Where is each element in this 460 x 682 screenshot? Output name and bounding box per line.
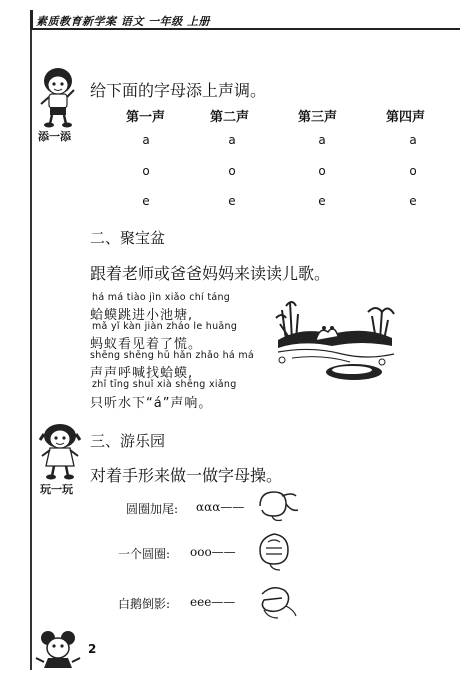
tone-header-2: 第二声 [210, 110, 250, 125]
hand-gesture-a-icon [252, 486, 302, 526]
vowel-cell[interactable]: a [228, 133, 236, 147]
tone-instruction: 给下面的字母添上声调。 [90, 81, 267, 100]
poem-pinyin-line: há má tiào jìn xiǎo chí táng [92, 292, 231, 303]
vowel-cell[interactable]: a [318, 133, 326, 147]
cartoon-girl-illustration [38, 422, 82, 480]
gesture-name: 白鹅倒影: [118, 597, 171, 611]
left-margin-rule [30, 30, 32, 670]
vowel-cell[interactable]: a [142, 133, 150, 147]
vowel-cell[interactable]: e [318, 194, 326, 208]
gesture-instruction: 对着手形来做一做字母操。 [90, 466, 283, 485]
poem-pinyin-line: mǎ yǐ kàn jiàn zháo le huāng [92, 321, 238, 332]
header-rule [30, 28, 460, 30]
tone-header-4: 第四声 [386, 110, 426, 125]
poem-line: 蛤蟆跳进小池塘, [90, 308, 194, 323]
poem-line: 声声呼喊找蛤蟆, [90, 366, 194, 381]
header-bracket [30, 10, 33, 30]
vowel-cell[interactable]: o [318, 164, 326, 178]
poem-line: 只听水下“á”声响。 [90, 396, 213, 411]
gesture-letters: eee—— [190, 595, 236, 609]
gesture-letters: ooo—— [190, 545, 236, 559]
cartoon-boy-illustration [38, 66, 80, 128]
vowel-cell[interactable]: o [409, 164, 417, 178]
exercise-label: 添一添 [38, 130, 71, 143]
gesture-letters: ααα—— [196, 500, 245, 514]
vowel-cell[interactable]: o [228, 164, 236, 178]
gesture-name: 一个圆圈: [118, 547, 171, 561]
cartoon-mouse-icon [34, 628, 82, 672]
section-title-treasure: 二、聚宝盆 [90, 229, 166, 247]
vowel-cell[interactable]: e [142, 194, 150, 208]
pond-frog-illustration [272, 296, 398, 392]
play-label: 玩一玩 [40, 483, 73, 496]
poem-pinyin-line: zhǐ tīng shuǐ xià shēng xiǎng [92, 379, 237, 390]
vowel-cell[interactable]: e [409, 194, 417, 208]
rhyme-instruction: 跟着老师或爸爸妈妈来读读儿歌。 [90, 264, 331, 283]
section-title-playground: 三、游乐园 [90, 432, 166, 450]
tone-header-1: 第一声 [126, 110, 166, 125]
hand-gesture-o-icon [252, 528, 296, 574]
poem-line: 蚂蚁看见着了慌。 [90, 337, 203, 352]
gesture-name: 圆圈加尾: [126, 502, 179, 516]
hand-gesture-e-icon [252, 580, 300, 624]
tone-header-3: 第三声 [298, 110, 338, 125]
poem-pinyin-line: shēng shēng hū hǎn zhǎo há má [90, 350, 255, 361]
vowel-cell[interactable]: a [409, 133, 417, 147]
page-header-title: 素质教育新学案 语文 一年级 上册 [36, 15, 210, 28]
vowel-cell[interactable]: e [228, 194, 236, 208]
page-number: 2 [88, 642, 97, 656]
vowel-cell[interactable]: o [142, 164, 150, 178]
